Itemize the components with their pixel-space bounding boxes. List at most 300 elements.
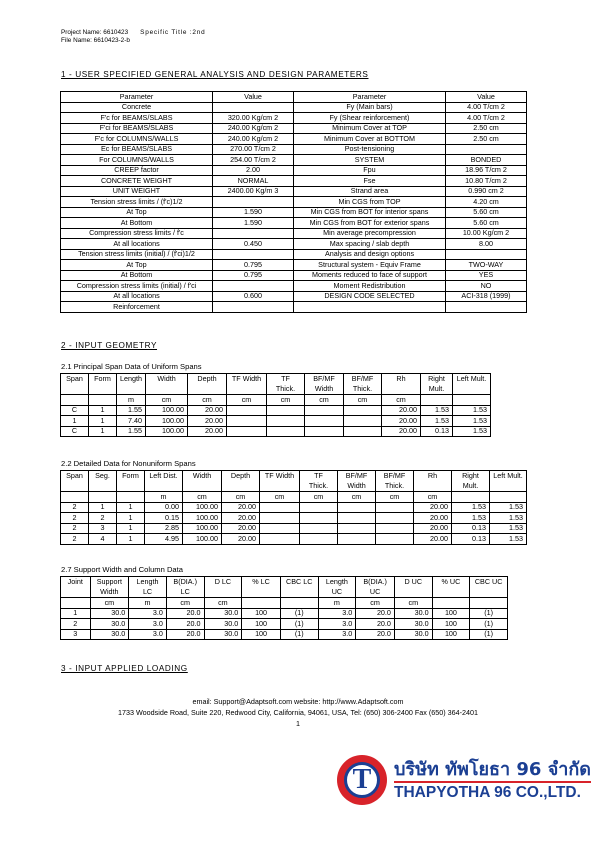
table-cell: 20.00	[414, 502, 452, 513]
unit-cell	[432, 598, 470, 609]
parameter-cell: Max spacing / slab depth	[294, 239, 446, 250]
table-cell	[227, 426, 267, 437]
table-row	[61, 165, 527, 176]
column-header	[260, 481, 300, 492]
table-cell	[260, 513, 300, 524]
parameter-cell: Fy (Shear reinforcement)	[294, 113, 446, 124]
table-cell: 100.00	[183, 534, 222, 545]
table-row	[61, 302, 527, 313]
logo-emblem	[337, 755, 387, 805]
table-cell: 0.13	[452, 523, 490, 534]
table-cell	[227, 405, 267, 416]
value-cell: 2.50 cm	[446, 134, 527, 145]
table-cell: 1	[117, 534, 145, 545]
table-cell: 20.0	[166, 619, 204, 630]
table-cell: 30.0	[90, 629, 129, 640]
table-cell: 3.0	[129, 629, 167, 640]
unit-cell: cm	[382, 395, 421, 406]
value-cell: 1.590	[213, 218, 294, 229]
project-name: Project Name: 6610423	[61, 29, 129, 36]
parameter-cell: Strand area	[294, 186, 446, 197]
unit-cell: cm	[338, 492, 376, 503]
table-cell	[227, 416, 267, 427]
unit-cell: cm	[260, 492, 300, 503]
table-row	[61, 629, 508, 640]
column-header: Mult.	[452, 481, 490, 492]
unit-cell	[421, 395, 453, 406]
table-cell: 1	[117, 502, 145, 513]
table-cell: 1	[89, 416, 117, 427]
parameter-cell: Structural system - Equiv Frame	[294, 260, 446, 271]
table-cell: 100	[242, 608, 281, 619]
table-cell	[376, 502, 414, 513]
table-cell: 1.53	[490, 513, 527, 524]
table-cell	[300, 513, 338, 524]
table-cell: 100.00	[146, 405, 188, 416]
unit-cell: m	[145, 492, 183, 503]
value-cell	[213, 228, 294, 239]
column-header	[490, 481, 527, 492]
logo-english-name: THAPYOTHA 96 CO.,LTD.	[394, 781, 591, 802]
column-header: Parameter	[294, 92, 446, 103]
table-cell: 4.95	[145, 534, 183, 545]
parameter-cell: F'ci for BEAMS/SLABS	[61, 123, 213, 134]
column-header	[382, 384, 421, 395]
table-cell	[338, 534, 376, 545]
table-cell: 4	[89, 534, 117, 545]
column-header	[117, 384, 146, 395]
value-cell: 8.00	[446, 239, 527, 250]
table-cell: 20.00	[188, 426, 227, 437]
column-header: Thick.	[300, 481, 338, 492]
value-cell: 240.00 Kg/cm 2	[213, 123, 294, 134]
table-row	[61, 426, 491, 437]
column-header	[61, 481, 89, 492]
unit-cell: m	[318, 598, 356, 609]
column-header: TF Width	[260, 471, 300, 482]
table-cell: 1	[117, 523, 145, 534]
value-cell: 270.00 T/cm 2	[213, 144, 294, 155]
column-header	[432, 587, 470, 598]
parameter-cell: CREEP factor	[61, 165, 213, 176]
table-cell: 7.40	[117, 416, 146, 427]
table-cell: 1.55	[117, 426, 146, 437]
parameter-cell: At all locations	[61, 239, 213, 250]
table-cell	[344, 416, 382, 427]
table-row	[61, 123, 527, 134]
table-cell	[267, 416, 305, 427]
unit-cell	[89, 492, 117, 503]
table-cell	[376, 523, 414, 534]
table-header-row	[61, 92, 527, 103]
column-header: D LC	[204, 577, 242, 588]
table-cell: 2	[61, 619, 91, 630]
column-header: Span	[61, 471, 89, 482]
table-cell: 1.53	[452, 502, 490, 513]
section3-title: 3 - INPUT APPLIED LOADING	[61, 664, 188, 673]
table-cell: 20.0	[356, 629, 395, 640]
table-cell	[260, 523, 300, 534]
table-cell: 30.0	[204, 619, 242, 630]
value-cell: 0.795	[213, 260, 294, 271]
unit-cell	[61, 492, 89, 503]
unit-cell	[470, 598, 508, 609]
column-header: Parameter	[61, 92, 213, 103]
column-header: Mult.	[421, 384, 453, 395]
table-cell: 20.00	[382, 416, 421, 427]
parameter-cell: Tension stress limits (initial) / (f'ci)1/2	[61, 249, 213, 260]
table-cell: 3.0	[129, 608, 167, 619]
table-cell: 30.0	[394, 619, 432, 630]
table-cell: 20.00	[382, 426, 421, 437]
table-cell	[376, 534, 414, 545]
parameter-cell: Min CGS from TOP	[294, 197, 446, 208]
column-header: LC	[166, 587, 204, 598]
table-cell: 0.00	[145, 502, 183, 513]
logo-thai-name: บริษัท ทัพโยธา 96 จำกัด	[394, 758, 591, 780]
table-cell: 1	[89, 502, 117, 513]
table-row	[61, 134, 527, 145]
table-row	[61, 260, 527, 271]
column-header: Width	[338, 481, 376, 492]
table-cell: 1.53	[421, 416, 453, 427]
column-header	[183, 481, 222, 492]
table-cell: 1	[61, 416, 89, 427]
unit-cell: cm	[222, 492, 260, 503]
table-cell: 1.53	[453, 416, 491, 427]
column-header	[146, 384, 188, 395]
column-header: BF/MF	[338, 471, 376, 482]
column-header: BF/MF	[305, 374, 344, 385]
nonuniform-spans-table	[60, 470, 527, 545]
unit-cell: cm	[300, 492, 338, 503]
table-cell: 1.53	[490, 534, 527, 545]
table-cell: 30.0	[204, 629, 242, 640]
table-row	[61, 218, 527, 229]
parameter-cell: Post-tensioning	[294, 144, 446, 155]
table-cell: 20.0	[166, 608, 204, 619]
table-cell: 30.0	[394, 629, 432, 640]
unit-cell: cm	[188, 395, 227, 406]
column-header: Width	[305, 384, 344, 395]
table-cell: 3.0	[318, 629, 356, 640]
value-cell: 4.20 cm	[446, 197, 527, 208]
table-cell: 100	[432, 629, 470, 640]
column-header	[394, 587, 432, 598]
value-cell	[446, 302, 527, 313]
footer-address: 1733 Woodside Road, Suite 220, Redwood City, California, 94061, USA, Tel: (650) 306-2400 Fax (650) 364-2401	[118, 708, 478, 717]
table-cell: 20.00	[222, 502, 260, 513]
column-header: Width	[90, 587, 129, 598]
value-cell: 10.80 T/cm 2	[446, 176, 527, 187]
column-header: Support	[90, 577, 129, 588]
table-row	[61, 155, 527, 166]
parameter-cell: Fy (Main bars)	[294, 102, 446, 113]
table-cell: 0.13	[421, 426, 453, 437]
value-cell: TWO-WAY	[446, 260, 527, 271]
table-cell	[300, 502, 338, 513]
column-header: Rh	[414, 471, 452, 482]
column-header	[117, 481, 145, 492]
table-cell: 100.00	[146, 426, 188, 437]
table-row	[61, 281, 527, 292]
unit-cell	[89, 395, 117, 406]
table-row	[61, 513, 527, 524]
table-cell: 1.53	[490, 523, 527, 534]
table-cell: 1.53	[453, 426, 491, 437]
table-row	[61, 228, 527, 239]
parameter-cell: Fse	[294, 176, 446, 187]
value-cell: 2.50 cm	[446, 123, 527, 134]
value-cell	[446, 144, 527, 155]
table-cell: C	[61, 426, 89, 437]
column-header: Rh	[382, 374, 421, 385]
value-cell: 4.00 T/cm 2	[446, 102, 527, 113]
column-header	[204, 587, 242, 598]
file-name: File Name: 6610423-2-b	[61, 37, 130, 44]
table-cell	[260, 534, 300, 545]
table-cell: 1	[89, 405, 117, 416]
table-row	[61, 291, 527, 302]
value-cell: 0.990 cm 2	[446, 186, 527, 197]
unit-cell	[61, 395, 89, 406]
table-cell: 2.85	[145, 523, 183, 534]
parameter-cell: F'c for BEAMS/SLABS	[61, 113, 213, 124]
column-header: % UC	[432, 577, 470, 588]
column-header: Left Dist.	[145, 471, 183, 482]
table-cell: (1)	[280, 619, 318, 630]
value-cell	[213, 102, 294, 113]
column-header: Right	[421, 374, 453, 385]
column-header: D UC	[394, 577, 432, 588]
table-cell	[305, 426, 344, 437]
value-cell: 0.795	[213, 270, 294, 281]
parameter-cell: Compression stress limits (initial) / f'ci	[61, 281, 213, 292]
table-cell: 100.00	[146, 416, 188, 427]
parameter-cell: Min average precompression	[294, 228, 446, 239]
table-cell	[344, 426, 382, 437]
table-cell: 1	[61, 608, 91, 619]
footer-contact: email: Support@Adaptsoft.com website: http://www.Adaptsoft.com	[192, 697, 404, 706]
logo-letter: T	[344, 762, 380, 798]
table-cell: 3.0	[129, 619, 167, 630]
column-header: Value	[446, 92, 527, 103]
table-cell	[267, 426, 305, 437]
table-cell: (1)	[280, 629, 318, 640]
column-header	[280, 587, 318, 598]
column-header	[227, 384, 267, 395]
table-header-row	[61, 481, 527, 492]
value-cell: NORMAL	[213, 176, 294, 187]
table-cell: 20.0	[166, 629, 204, 640]
parameter-cell: Moments reduced to face of support	[294, 270, 446, 281]
table-cell: (1)	[470, 608, 508, 619]
unit-cell	[117, 492, 145, 503]
table-cell	[300, 534, 338, 545]
table-header-row	[61, 374, 491, 385]
value-cell: 254.00 T/cm 2	[213, 155, 294, 166]
table-cell: 1.53	[452, 513, 490, 524]
table-cell: 100	[242, 629, 281, 640]
table-row	[61, 619, 508, 630]
specific-title: Specific Title :2nd	[140, 29, 206, 36]
table-cell	[300, 523, 338, 534]
table-cell: 20.00	[414, 513, 452, 524]
table-cell	[305, 405, 344, 416]
value-cell: 4.00 T/cm 2	[446, 113, 527, 124]
column-header	[89, 384, 117, 395]
column-header	[89, 481, 117, 492]
unit-cell: cm	[90, 598, 129, 609]
column-header: Right	[452, 471, 490, 482]
unit-cell	[280, 598, 318, 609]
column-header: Thick.	[376, 481, 414, 492]
table-row	[61, 270, 527, 281]
column-header: CBC UC	[470, 577, 508, 588]
table-cell: 100.00	[183, 502, 222, 513]
company-logo	[337, 755, 591, 805]
uniform-spans-table	[60, 373, 491, 437]
table-row	[61, 405, 491, 416]
parameter-cell: At Top	[61, 260, 213, 271]
value-cell: ACI-318 (1999)	[446, 291, 527, 302]
column-header: Left Mult.	[453, 374, 491, 385]
table-cell: 2	[61, 534, 89, 545]
column-header: Length	[318, 577, 356, 588]
parameter-cell: Reinforcement	[61, 302, 213, 313]
value-cell	[213, 302, 294, 313]
value-cell: 10.00 Kg/cm 2	[446, 228, 527, 239]
table-cell: (1)	[280, 608, 318, 619]
page-header	[61, 29, 205, 45]
column-header: Depth	[222, 471, 260, 482]
table-cell	[338, 502, 376, 513]
column-header: TF	[267, 374, 305, 385]
column-header: CBC LC	[280, 577, 318, 588]
table-cell: 20.00	[222, 513, 260, 524]
parameter-cell: Tension stress limits / (f'c)1/2	[61, 197, 213, 208]
column-header: Value	[213, 92, 294, 103]
column-header: Width	[146, 374, 188, 385]
table-row	[61, 113, 527, 124]
column-header: Form	[89, 374, 117, 385]
value-cell: 0.450	[213, 239, 294, 250]
table-cell: 20.0	[356, 619, 395, 630]
parameter-cell: Moment Redistribution	[294, 281, 446, 292]
parameter-cell: Minimum Cover at TOP	[294, 123, 446, 134]
table-cell	[305, 416, 344, 427]
table-cell: 30.0	[90, 608, 129, 619]
table-cell: (1)	[470, 629, 508, 640]
section2-title: 2 - INPUT GEOMETRY	[61, 341, 158, 350]
table-header-row	[61, 577, 508, 588]
column-header: LC	[129, 587, 167, 598]
table-cell: 100.00	[183, 513, 222, 524]
table-cell: 2	[61, 513, 89, 524]
table-cell: 30.0	[204, 608, 242, 619]
table-cell: 100.00	[183, 523, 222, 534]
table-row	[61, 176, 527, 187]
unit-cell	[452, 492, 490, 503]
table-cell: 3	[89, 523, 117, 534]
unit-cell: cm	[267, 395, 305, 406]
parameter-cell	[294, 302, 446, 313]
section1-title: 1 - USER SPECIFIED GENERAL ANALYSIS AND DESIGN PARAMETERS	[61, 70, 369, 79]
parameter-cell: UNIT WEIGHT	[61, 186, 213, 197]
table-cell: 1.53	[453, 405, 491, 416]
support-column-table	[60, 576, 508, 640]
unit-cell: cm	[183, 492, 222, 503]
column-header: Form	[117, 471, 145, 482]
parameter-cell: At Top	[61, 207, 213, 218]
column-header: B(DIA.)	[166, 577, 204, 588]
parameter-cell: Concrete	[61, 102, 213, 113]
table-cell: 0.13	[452, 534, 490, 545]
table-cell: 100	[242, 619, 281, 630]
table-cell: 3	[61, 629, 91, 640]
units-row	[61, 492, 527, 503]
table-cell: 20.00	[222, 534, 260, 545]
general-parameters-table	[60, 91, 527, 313]
table21-title: 2.1 Principal Span Data of Uniform Spans	[61, 362, 202, 371]
column-header	[242, 587, 281, 598]
column-header	[61, 587, 91, 598]
column-header	[470, 587, 508, 598]
table-cell: 1	[89, 426, 117, 437]
unit-cell	[242, 598, 281, 609]
column-header	[453, 384, 491, 395]
table-cell: 20.00	[188, 405, 227, 416]
column-header: % LC	[242, 577, 281, 588]
value-cell	[213, 281, 294, 292]
value-cell: YES	[446, 270, 527, 281]
table-row	[61, 207, 527, 218]
column-header	[222, 481, 260, 492]
column-header: UC	[318, 587, 356, 598]
value-cell: 0.600	[213, 291, 294, 302]
parameter-cell: Compression stress limits / f'c	[61, 228, 213, 239]
column-header: TF	[300, 471, 338, 482]
table-cell	[376, 513, 414, 524]
parameter-cell: SYSTEM	[294, 155, 446, 166]
parameter-cell: DESIGN CODE SELECTED	[294, 291, 446, 302]
table-row	[61, 416, 491, 427]
column-header: Span	[61, 374, 89, 385]
parameter-cell: At all locations	[61, 291, 213, 302]
table-cell	[260, 502, 300, 513]
parameter-cell: Minimum Cover at BOTTOM	[294, 134, 446, 145]
unit-cell	[453, 395, 491, 406]
table-cell: 20.00	[188, 416, 227, 427]
value-cell: 240.00 Kg/cm 2	[213, 134, 294, 145]
value-cell: 320.00 Kg/cm 2	[213, 113, 294, 124]
value-cell: 5.60 cm	[446, 207, 527, 218]
column-header: Depth	[188, 374, 227, 385]
table-row	[61, 534, 527, 545]
table-cell: 1.53	[490, 502, 527, 513]
column-header: Length	[129, 577, 167, 588]
column-header: BF/MF	[344, 374, 382, 385]
value-cell: 5.60 cm	[446, 218, 527, 229]
table-row	[61, 102, 527, 113]
unit-cell: cm	[356, 598, 395, 609]
units-row	[61, 598, 508, 609]
table-cell	[338, 513, 376, 524]
table-cell: 100	[432, 619, 470, 630]
table-header-row	[61, 471, 527, 482]
column-header	[145, 481, 183, 492]
page-number: 1	[296, 719, 300, 728]
